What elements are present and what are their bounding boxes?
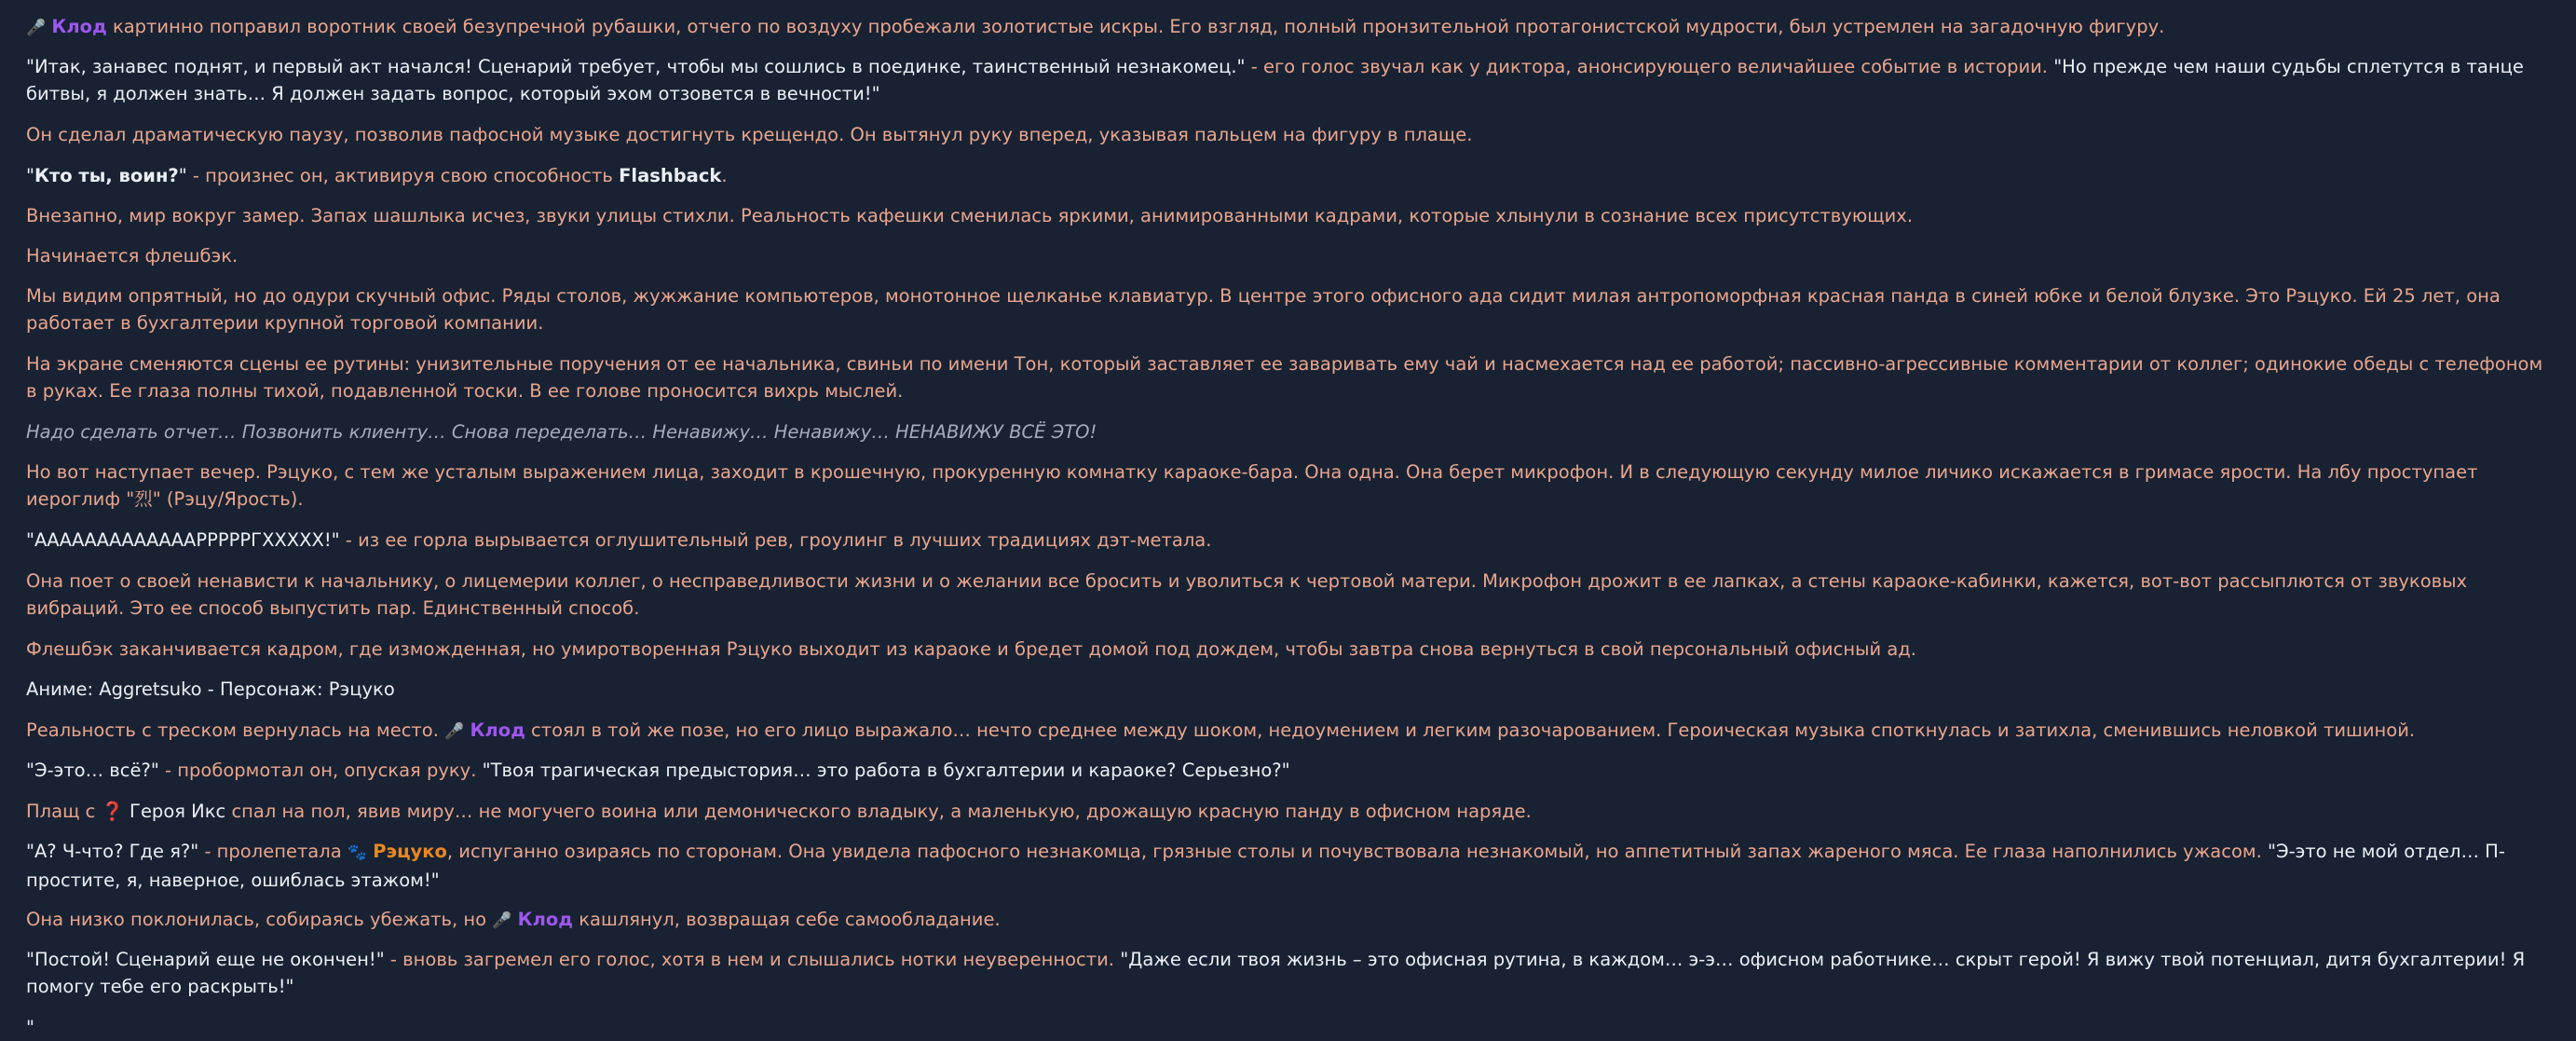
chat-log — [26, 0, 2553, 1038]
narration: стоял в той же позе, но его лицо выражало… нечто среднее между шоком, недоумением и легким разочарованием. Героическая музыка споткнулась и затихла, сменившись неловкой тишиной. — [525, 719, 2416, 741]
message-5: Внезапно, мир вокруг замер. Запах шашлыка исчез, звуки улицы стихли. Реальность кафешки сменилась яркими, анимированными кадрами, которые хлынули в сознание всех присутствующих. — [26, 205, 1914, 226]
message-14-anime-info: Аниме: Aggretsuko - Персонаж: Рэцуко — [26, 678, 395, 700]
message-6: Начинается флешбэк. — [26, 245, 239, 267]
narration: - произнес он, активируя свою способность — [186, 165, 620, 186]
speech-bold: Кто ты, воин? — [34, 165, 179, 186]
character-name-klod[interactable]: Клод — [470, 719, 525, 741]
speech: "Даже если твоя жизнь – это офисная рутина, в каждом… э-э… офисном работнике… скрыт герой! Я вижу твой потенциал, дитя бухгалтерии! Я помогу тебе его раскрыть!" — [26, 949, 2526, 997]
narration: - его голос звучал как у диктора, анонсирующего величайшее событие в истории. — [1245, 56, 2054, 77]
speech: "АААААААААААААРРРРРГХХХХХ!" — [26, 529, 340, 551]
speech: "Постой! Сценарий еще не окончен!" — [26, 949, 385, 970]
speech: "Итак, занавес поднят, и первый акт начался! Сценарий требует, чтобы мы сошлись в поединке, таинственный незнакомец." — [26, 56, 1246, 77]
message-2 — [26, 53, 2553, 107]
message-12: Она поет о своей ненависти к начальнику, о лицемерии коллег, о несправедливости жизни и о желании все бросить и уволиться к чертовой матери. Микрофон дрожит в ее лапках, а стены караоке-кабинки, кажется, вот-вот рассыплются от звуковых вибраций. Это ее способ выпустить пар. Единственный способ. — [26, 570, 2468, 619]
speech: "Твоя трагическая предыстория… это работа в бухгалтерии и караоке? Серьезно?" — [482, 760, 1290, 781]
character-name-klod[interactable]: Клод — [517, 909, 574, 930]
message-4 — [26, 162, 728, 189]
message-15 — [26, 717, 2415, 746]
message-9-thought: Надо сделать отчет… Позвонить клиенту… Снова переделать… Ненавижу… Ненавижу… НЕНАВИЖУ ВСЁ ЭТО! — [26, 421, 1097, 443]
narration: Плащ с — [26, 801, 102, 822]
narration: кашлянул, возвращая себе самообладание. — [573, 909, 1001, 930]
ability-name: Flashback — [619, 165, 722, 186]
narration: . — [721, 165, 728, 186]
red-panda-icon: 🐾 — [347, 843, 368, 862]
speech: "А? Ч-что? Где я?" — [26, 841, 199, 862]
message-17 — [26, 798, 1532, 825]
question-mark-icon: ❓ — [101, 801, 124, 822]
message-21-partial: " — [26, 1017, 34, 1038]
speech: " — [178, 165, 187, 186]
narration: - пробормотал он, опуская руку. — [158, 760, 483, 781]
speech: " — [26, 165, 34, 186]
character-name-retsuko[interactable]: Рэцуко — [373, 841, 447, 862]
message-13: Флешбэк заканчивается кадром, где изможденная, но умиротворенная Рэцуко выходит из караоке и бредет домой под дождем, чтобы завтра снова вернуться в свой персональный офисный ад. — [26, 638, 1916, 660]
character-name-klod[interactable]: Клод — [51, 16, 107, 37]
speech: "Э-это… всё?" — [26, 760, 159, 781]
message-1 — [26, 13, 2164, 42]
microphone-icon: 🎤 — [26, 19, 47, 37]
character-name-hero-x[interactable]: Героя Икс — [129, 801, 226, 822]
narration: картинно поправил воротник своей безупречной рубашки, отчего по воздуху пробежали золотистые искры. Его взгляд, полный пронзительной протагонистской мудрости, был устремлен на загадочную фигуру. — [112, 16, 2165, 37]
message-8: На экране сменяются сцены ее рутины: унизительные поручения от ее начальника, свиньи по имени Тон, который заставляет ее заваривать ему чай и насмехается над ее работой; пассивно-агрессивные комментарии от коллег; одинокие обеды с телефоном в руках. Ее глаза полны тихой, подавленной тоски. В ее голове проносится вихрь мыслей. — [26, 353, 2543, 402]
narration: Она низко поклонилась, собираясь убежать, но — [26, 909, 493, 930]
message-10: Но вот наступает вечер. Рэцуко, с тем же усталым выражением лица, заходит в крошечную, прокуренную комнатку караоке-бара. Она одна. Она берет микрофон. И в следующую секунду милое личико искажается в гримасе ярости. На лбу проступает иероглиф "烈" (Рэцу/Ярость). — [26, 461, 2478, 510]
message-3: Он сделал драматическую паузу, позволив пафосной музыке достигнуть крещендо. Он вытянул руку вперед, указывая пальцем на фигуру в плаще. — [26, 124, 1473, 145]
narration: Реальность с треском вернулась на место. — [26, 719, 445, 741]
narration: , испуганно озираясь по сторонам. Она увидела пафосного незнакомца, грязные столы и почувствовала незнакомый, но аппетитный запах жареного мяса. Ее глаза наполнились ужасом. — [446, 841, 2268, 862]
message-7: Мы видим опрятный, но до одури скучный офис. Ряды столов, жужжание компьютеров, монотонное щелканье клавиатур. В центре этого офисного ада сидит милая антропоморфная красная панда в синей юбке и белой блузке. Это Рэцуко. Ей 25 лет, она работает в бухгалтерии крупной торговой компании. — [26, 285, 2501, 334]
speech: "Э-это не мой отдел… П-простите, я, наверное, ошиблась этажом!" — [26, 841, 2505, 891]
message-20 — [26, 946, 2553, 1000]
message-18 — [26, 838, 2553, 894]
narration: спал на пол, явив миру… не могучего воина или демонического владыку, а маленькую, дрожащую красную панду в офисном наряде. — [225, 801, 1532, 822]
narration: - из ее горла вырывается оглушительный рев, гроулинг в лучших традициях дэт-метала. — [339, 529, 1212, 551]
speech: "Но прежде чем наши судьбы сплетутся в танце битвы, я должен знать… Я должен задать вопрос, который эхом отзовется в вечности!" — [26, 56, 2524, 104]
message-11 — [26, 527, 1211, 554]
narration: - пролепетала — [198, 841, 348, 862]
message-16 — [26, 757, 1290, 784]
microphone-icon: 🎤 — [492, 911, 512, 930]
narration: - вновь загремел его голос, хотя в нем и слышались нотки неуверенности. — [384, 949, 1121, 970]
microphone-icon: 🎤 — [444, 722, 465, 741]
message-19 — [26, 906, 1001, 935]
